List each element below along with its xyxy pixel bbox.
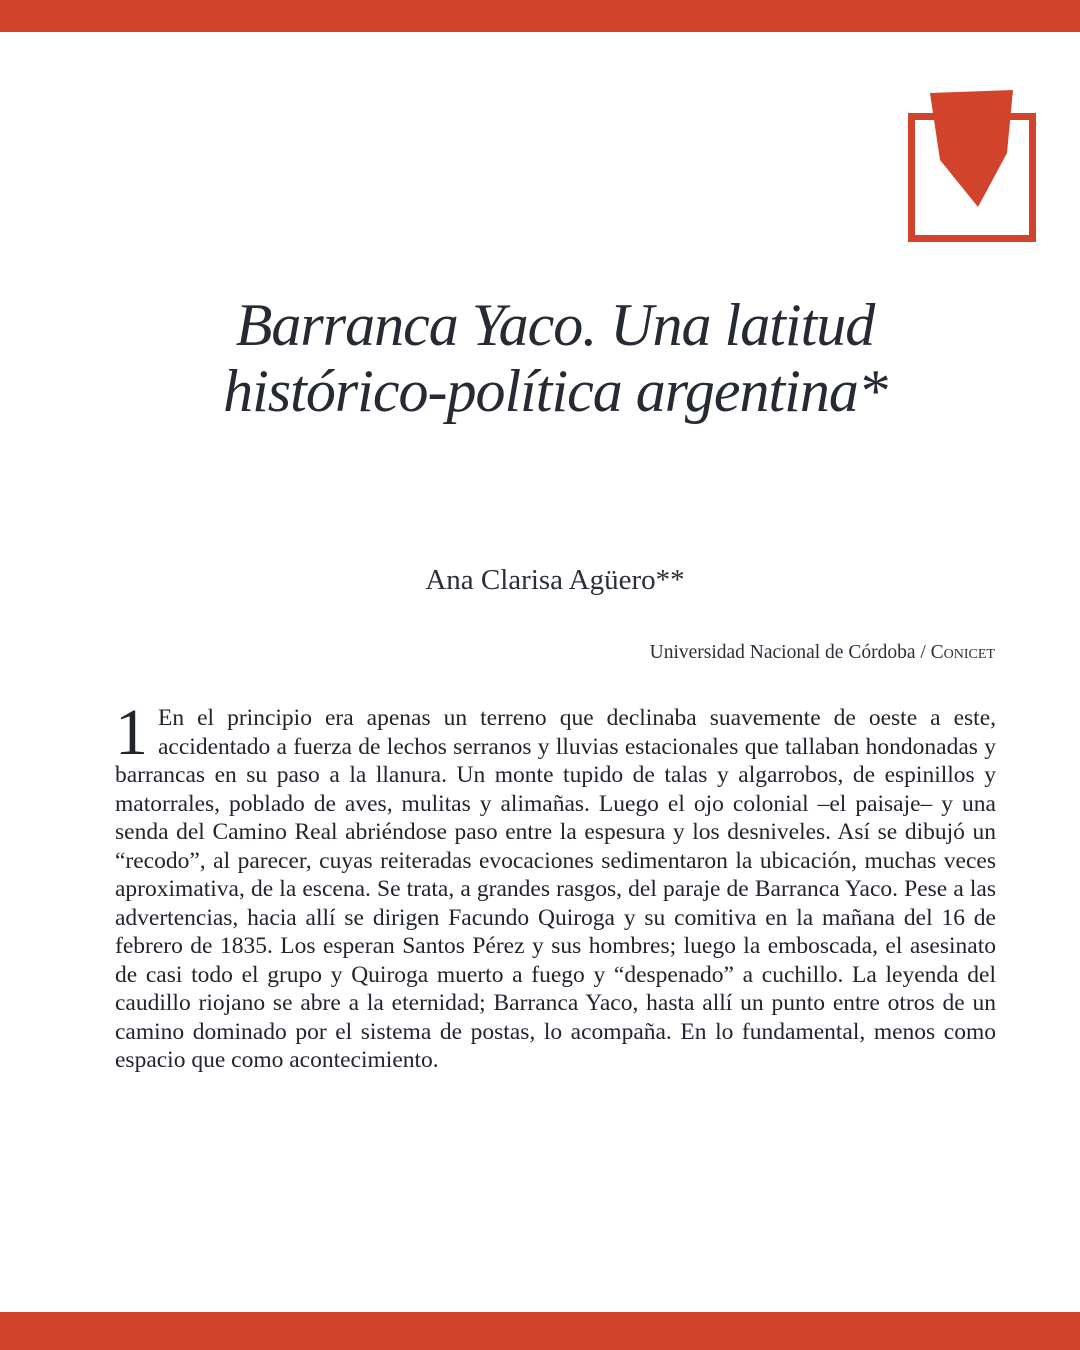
article-title [100,292,1010,424]
affiliation-org: Conicet [930,642,995,663]
author-name: Ana Clarisa Agüero** [425,564,685,596]
article-title-line-1: Barranca Yaco. Una latitud [235,292,875,358]
shield-icon [908,86,1036,246]
top-accent-bar [0,0,1080,32]
bottom-accent-bar [0,1312,1080,1350]
paragraph-text: En el principio era apenas un terreno que declinaba suavemente de oeste a este, accidentado a fuerza de lechos serranos y lluvias estacionales que tallaban hondonadas y barrancas en su paso a la llanura. Un monte tupido de talas y algarrobos, de espinillos y matorrales, poblado de aves, mulitas y alimañas. Luego el ojo colonial –el paisaje– y una senda del Camino Real abriéndose paso entre la espesura y los desniveles. Así se dibujó un “recodo”, al parecer, cuyas reiteradas evocaciones sedimentaron la ubicación, muchas veces aproximativa, de la escena. Se trata, a grandes rasgos, del paraje de Barranca Yaco. Pese a las advertencias, hacia allí se dirigen Facundo Quiroga y su comitiva en la mañana del 16 de febrero de 1835. Los esperan Santos Pérez y sus hombres; luego la emboscada, el asesinato de casi todo el grupo y Quiroga muerto a fuego y “despenado” a cuchillo. La leyenda del caudillo riojano se abre a la eternidad; Barranca Yaco, hasta allí un punto entre otros de un camino dominado por el sistema de postas, lo acompaña. En lo fundamental, menos como espacio que como acontecimiento. [115,705,996,1073]
article-title-line-2: histórico-política argentina* [223,358,887,424]
article-body [115,696,996,1075]
section-number-dropcap: 1 [115,696,148,769]
publisher-logo [908,86,1036,246]
affiliation-institution: Universidad Nacional de Córdoba / [649,642,931,663]
affiliation [115,640,995,666]
